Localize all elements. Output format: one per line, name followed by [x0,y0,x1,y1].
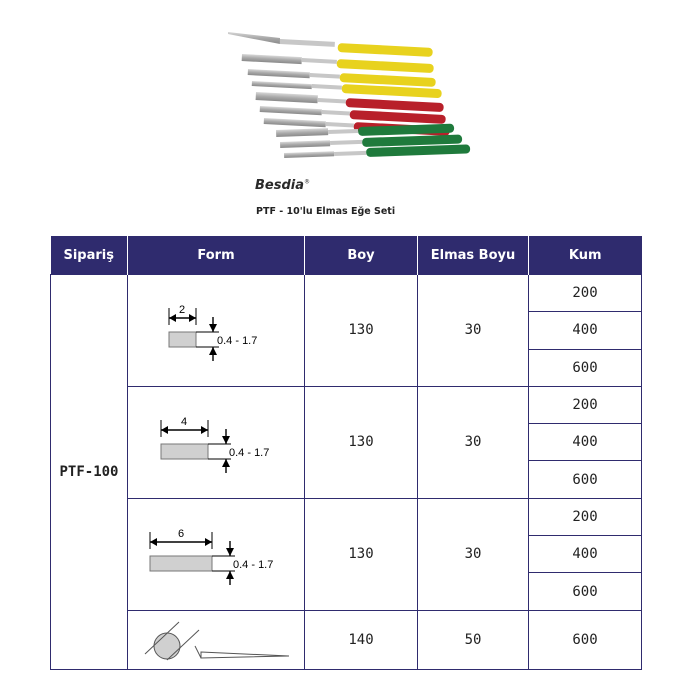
product-image [220,26,490,166]
table-header-row [51,236,642,275]
form-diagram-2 [151,295,281,365]
width-label: 4 [180,416,188,429]
kum-cell: 600 [529,349,642,386]
file-1 [228,32,433,57]
product-subtitle: PTF - 10'lu Elmas Eğe Seti [256,206,396,217]
thickness-label: 0.4 - 1.7 [217,335,258,348]
elmas-boyu-cell: 30 [418,275,529,387]
product-table [50,236,642,670]
table-row [51,386,642,423]
header-form: Form [128,236,305,275]
kum-cell: 400 [529,424,642,461]
width-label: 6 [177,528,185,541]
header-elmas-boyu: Elmas Boyu [418,236,529,275]
boy-cell: 130 [305,498,418,610]
boy-cell: 130 [305,275,418,387]
form-diagram-6 [146,519,286,589]
elmas-boyu-cell: 30 [418,498,529,610]
thickness-label: 0.4 - 1.7 [233,559,274,572]
header-kum: Kum [529,236,642,275]
kum-cell: 200 [529,498,642,535]
kum-cell: 600 [529,573,642,610]
form-diagram-cell [128,610,305,669]
order-code-cell: PTF-100 [51,275,128,670]
header-boy: Boy [305,236,418,275]
form-diagram-4 [151,407,281,477]
kum-cell: 200 [529,275,642,312]
kum-cell: 400 [529,536,642,573]
kum-cell: 200 [529,386,642,423]
registered-mark: ® [304,178,310,186]
form-diagram-cell [128,386,305,498]
boy-cell: 140 [305,610,418,669]
width-label: 2 [178,304,186,317]
elmas-boyu-cell: 30 [418,386,529,498]
boy-cell: 130 [305,386,418,498]
kum-cell: 600 [529,461,642,498]
form-diagram-cell [128,275,305,387]
kum-cell: 400 [529,312,642,349]
brand-logo [255,178,310,193]
table-row [51,275,642,312]
thickness-label: 0.4 - 1.7 [229,447,270,460]
table-row [51,498,642,535]
header-siparis: Sipariş [51,236,128,275]
elmas-boyu-cell: 50 [418,610,529,669]
form-diagram-round [141,612,291,668]
form-diagram-cell [128,498,305,610]
kum-cell: 600 [529,610,642,669]
brand-name: Besdia [255,178,304,193]
table-row [51,610,642,669]
